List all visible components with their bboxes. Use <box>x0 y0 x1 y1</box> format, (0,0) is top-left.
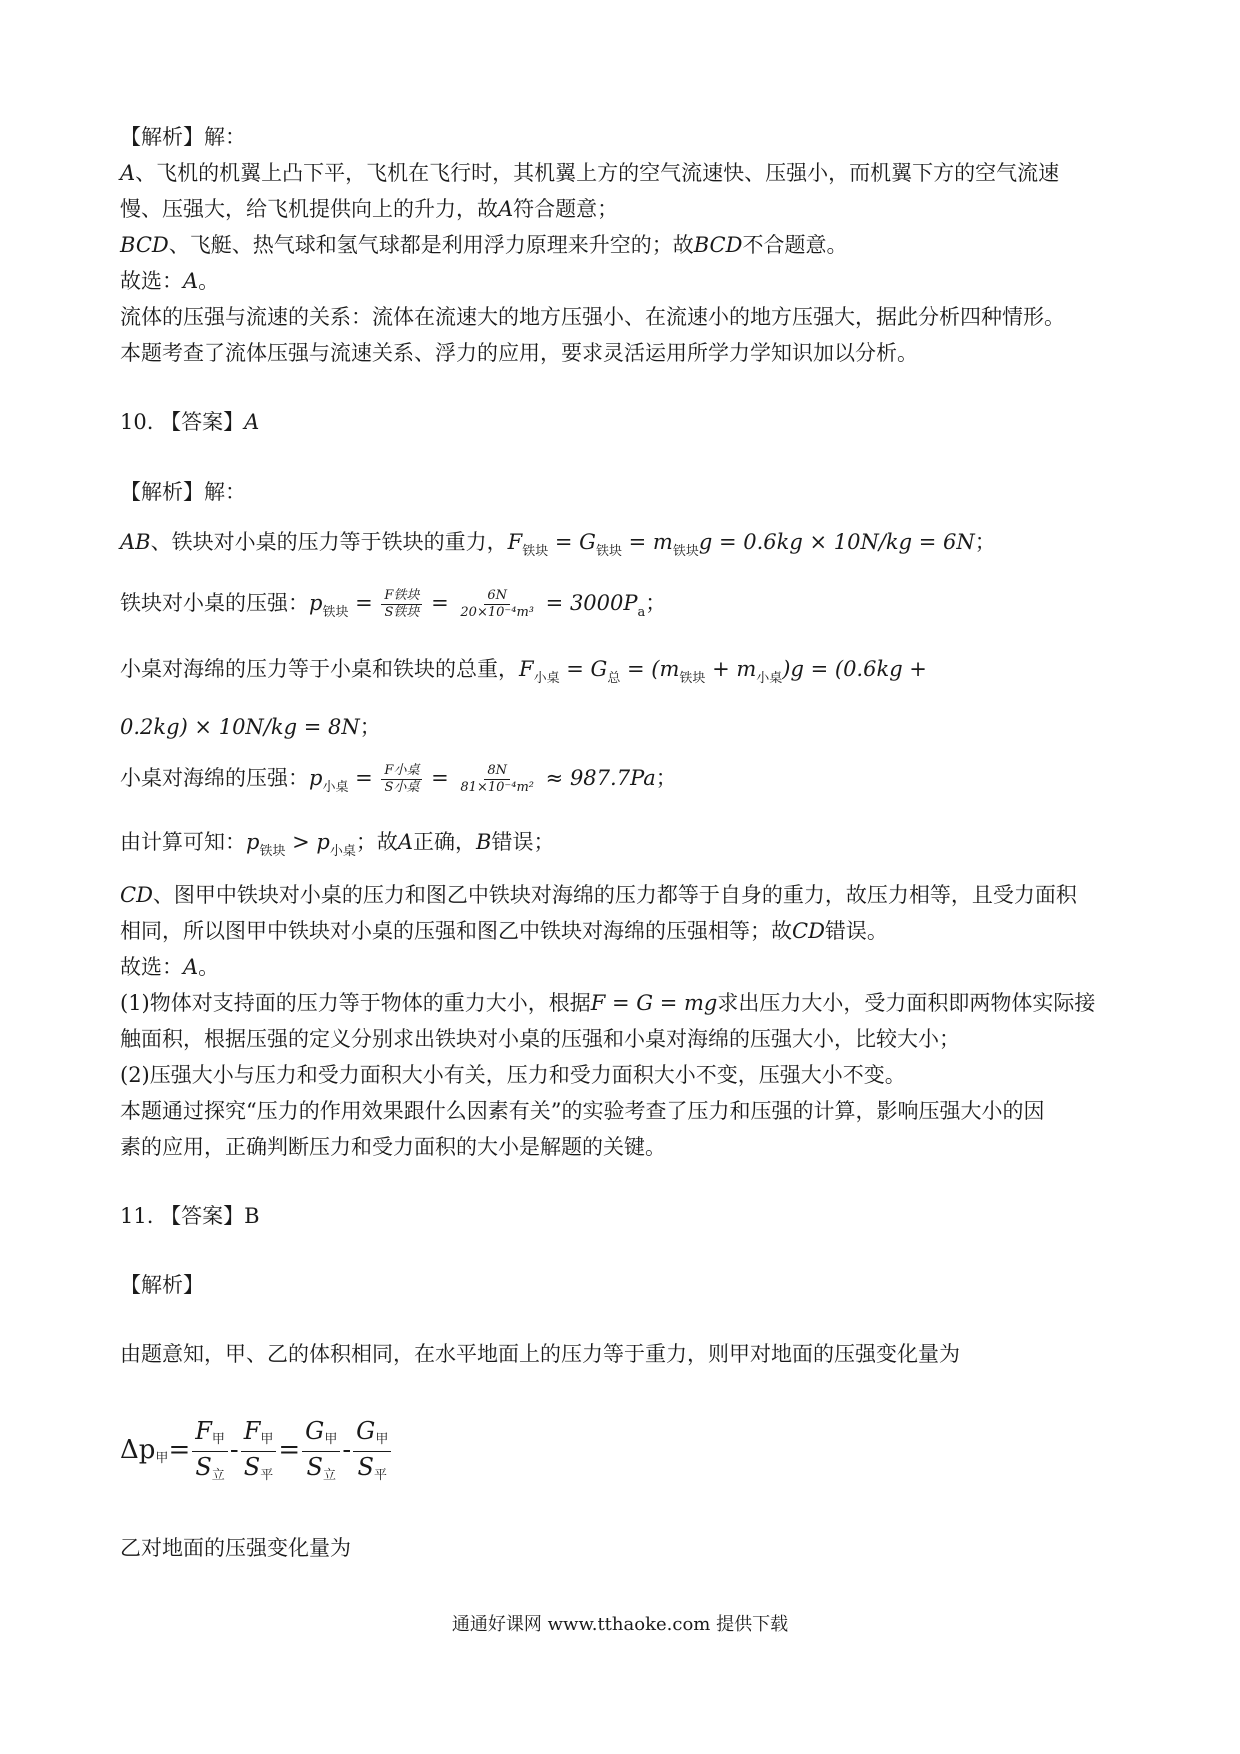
math: = <box>278 1435 301 1465</box>
math: = G <box>548 530 596 554</box>
text: ； <box>645 591 667 615</box>
page-footer: 通通好课网 www.tthaoke.com 提供下载 <box>451 1614 789 1635</box>
math: = 3000P <box>539 591 638 615</box>
text: (1)物体对支持面的压力等于物体的重力大小，根据 <box>120 991 591 1015</box>
text: 、飞机的机翼上凸下平，飞机在飞行时，其机翼上方的空气流速快、压强小，而机翼下方的空气流速 <box>135 161 1060 185</box>
text: 、飞艇、热气球和氢气球都是利用浮力原理来升空的；故 <box>168 233 694 257</box>
fraction-denominator <box>304 1452 339 1487</box>
math-sub: 甲 <box>260 1431 274 1447</box>
math: = <box>348 591 380 615</box>
math: F = G = mg <box>590 991 718 1015</box>
fraction <box>381 763 422 796</box>
option-label: A <box>120 161 136 185</box>
analysis-heading: 【解析】解： <box>120 125 246 149</box>
text-line <box>120 266 219 296</box>
math-sub: 立 <box>211 1467 225 1483</box>
math-sub: 立 <box>322 1467 336 1483</box>
math: = <box>424 766 456 790</box>
fraction-denominator: S铁块 <box>384 605 420 620</box>
math: ≈ 987.7Pa <box>539 766 656 790</box>
text: 小桌对海绵的压力等于小桌和铁块的总重， <box>120 657 519 681</box>
text-line <box>120 763 677 797</box>
text: ； <box>974 530 996 554</box>
text-line <box>120 230 847 260</box>
fraction-numerator <box>353 1416 391 1452</box>
text: 小桌对海绵的压强： <box>120 766 309 790</box>
text: 由计算可知： <box>120 830 246 854</box>
math: S <box>243 1452 261 1481</box>
math-sub: 铁块 <box>322 605 349 620</box>
fraction-numerator <box>302 1416 340 1452</box>
math: = <box>168 1435 191 1465</box>
fraction-denominator: S小桌 <box>384 780 420 795</box>
text-line <box>120 654 927 688</box>
math-sub: 平 <box>373 1467 387 1483</box>
math: 0.2kg) × 10N/kg = 8N <box>120 715 360 739</box>
analysis-heading: 【解析】解： <box>120 480 246 504</box>
math: F <box>243 1416 261 1445</box>
text-line: 本题通过探究“压力的作用效果跟什么因素有关”的实验考查了压力和压强的计算，影响压强大小的因 <box>120 1099 1045 1123</box>
math-sub: 甲 <box>375 1431 389 1447</box>
math-sub: 小桌 <box>329 844 356 859</box>
fraction <box>241 1416 277 1487</box>
formula-line <box>120 1415 393 1490</box>
math: F <box>507 530 523 554</box>
fraction <box>302 1416 340 1487</box>
fraction <box>457 763 537 796</box>
text: 慢、压强大，给飞机提供向上的升力，故 <box>120 197 498 221</box>
math: = <box>348 766 380 790</box>
text-line <box>120 527 996 561</box>
text: 故选： <box>120 269 183 293</box>
text-line: 由题意知，甲、乙的体积相同，在水平地面上的压力等于重力，则甲对地面的压强变化量为 <box>120 1342 960 1366</box>
text: 相同，所以图甲中铁块对小桌的压强和图乙中铁块对海绵的压强相等；故 <box>120 919 792 943</box>
math: p <box>246 830 260 854</box>
fraction-denominator <box>241 1452 276 1487</box>
text-line <box>120 988 1095 1018</box>
text-line <box>120 827 554 861</box>
option-label: BCD <box>120 233 169 257</box>
fraction-numerator: 8N <box>484 763 510 780</box>
math: F <box>519 657 534 681</box>
math: p <box>309 766 323 790</box>
math-sub: 甲 <box>324 1431 338 1447</box>
math: = m <box>621 530 673 554</box>
text: 故选： <box>120 955 183 979</box>
fraction-numerator: 6N <box>484 588 510 605</box>
fraction-numerator: F铁块 <box>381 588 422 605</box>
math: = <box>424 591 456 615</box>
answer-heading: 11. 【答案】B <box>120 1204 260 1228</box>
text-line: 流体的压强与流速的关系：流体在流速大的地方压强小、在流速小的地方压强大，据此分析四种情形。 <box>120 305 1065 329</box>
math: F <box>195 1416 212 1445</box>
math: p <box>309 591 323 615</box>
text: 错误； <box>491 830 555 854</box>
text: 不合题意。 <box>742 233 848 257</box>
fraction-numerator <box>241 1416 277 1452</box>
math: > p <box>285 830 330 854</box>
text-line: 素的应用，正确判断压力和受力面积的大小是解题的关键。 <box>120 1135 666 1159</box>
text: ；故 <box>355 830 398 854</box>
text-line: (2)压强大小与压力和受力面积大小有关，压力和受力面积大小不变，压强大小不变。 <box>120 1063 906 1087</box>
math: )g = (0.6kg + <box>782 657 927 681</box>
text-line <box>120 916 888 946</box>
text: 错误。 <box>824 919 888 943</box>
math-sub: 铁块 <box>522 544 549 559</box>
text: 求出压力大小，受力面积即两物体实际接 <box>717 991 1096 1015</box>
math: g = 0.6kg × 10N/kg = 6N <box>698 530 975 554</box>
text-line <box>120 880 1077 910</box>
fraction-numerator <box>192 1416 228 1452</box>
option-label: CD <box>792 919 825 943</box>
option-label: A <box>183 269 199 293</box>
math-sub: 铁块 <box>259 844 286 859</box>
fraction-numerator: F小桌 <box>381 763 422 780</box>
math: S <box>357 1452 374 1481</box>
text: 正确， <box>413 830 477 854</box>
text-line <box>120 194 618 224</box>
fraction <box>381 588 422 621</box>
text-line <box>120 158 1059 188</box>
math: S <box>306 1452 323 1481</box>
math-sub: 甲 <box>155 1451 169 1466</box>
math: + m <box>705 657 757 681</box>
fraction-denominator <box>355 1452 390 1487</box>
text-line: 本题考查了流体压强与流速关系、浮力的应用，要求灵活运用所学力学知识加以分析。 <box>120 341 918 365</box>
text-line: 触面积，根据压强的定义分别求出铁块对小桌的压强和小桌对海绵的压强大小，比较大小； <box>120 1027 960 1051</box>
fraction-denominator: 81×10⁻⁴m² <box>460 780 534 795</box>
text: 铁块对小桌的压强： <box>120 591 309 615</box>
text: 符合题意； <box>513 197 619 221</box>
math: Δp <box>120 1435 156 1465</box>
option-label: A <box>397 830 414 854</box>
math-sub: 小桌 <box>322 780 349 795</box>
math-sub: 总 <box>607 671 621 686</box>
text: ； <box>655 766 677 790</box>
math-sub: 铁块 <box>679 671 706 686</box>
math: G <box>356 1416 376 1445</box>
math-sub: 甲 <box>211 1431 225 1447</box>
math-sub: 平 <box>260 1467 274 1483</box>
math-sub: a <box>637 605 646 620</box>
text-line: 乙对地面的压强变化量为 <box>120 1536 351 1560</box>
fraction-denominator: 20×10⁻⁴m³ <box>460 605 534 620</box>
math: - <box>229 1435 239 1465</box>
text: ； <box>359 715 381 739</box>
math: = G <box>559 657 608 681</box>
option-label: A <box>183 955 199 979</box>
option-label: CD <box>120 883 153 907</box>
fraction-denominator <box>192 1452 227 1487</box>
math: - <box>342 1435 352 1465</box>
math: = (m <box>620 657 680 681</box>
text-line <box>120 712 381 742</box>
math-sub: 铁块 <box>672 544 699 559</box>
math-sub: 小桌 <box>533 671 560 686</box>
option-label: AB <box>120 530 151 554</box>
text: 。 <box>198 269 220 293</box>
text: 10. 【答案】 <box>120 410 245 434</box>
text: 。 <box>198 955 220 979</box>
math-sub: 小桌 <box>756 671 783 686</box>
option-label: BCD <box>693 233 743 257</box>
fraction <box>457 588 537 621</box>
option-label: B <box>476 830 492 854</box>
math: S <box>195 1452 212 1481</box>
math-sub: 铁块 <box>595 544 622 559</box>
text: 、铁块对小桌的压力等于铁块的重力， <box>150 530 508 554</box>
analysis-heading: 【解析】 <box>120 1273 204 1297</box>
text: 、图甲中铁块对小桌的压力和图乙中铁块对海绵的压力都等于自身的重力，故压力相等，且受力面积 <box>152 883 1077 907</box>
text-line <box>120 952 219 982</box>
fraction <box>192 1416 228 1487</box>
answer-letter: A <box>244 410 260 434</box>
text-line <box>120 588 666 622</box>
math: G <box>305 1416 325 1445</box>
fraction <box>353 1416 391 1487</box>
answer-heading <box>120 407 259 437</box>
option-label: A <box>498 197 514 221</box>
